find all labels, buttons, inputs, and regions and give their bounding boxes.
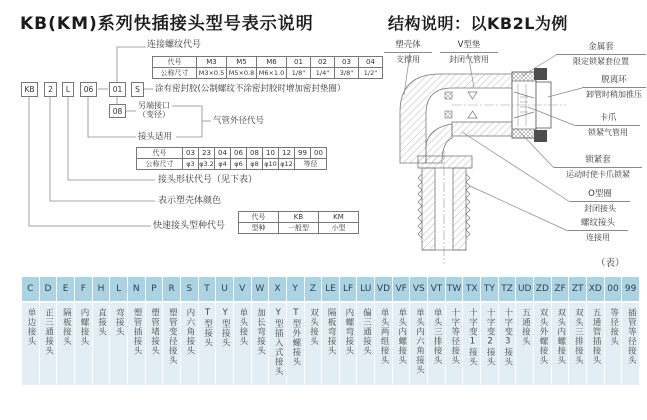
shape-desc: Y型接头 (216, 303, 233, 385)
shape-code: V (234, 277, 251, 301)
label-tube-od: 气管外径代号 (213, 116, 265, 126)
code-box-tube-od: 06 (80, 82, 97, 97)
shape-desc: 塑管插接头 (128, 303, 145, 385)
shape-code: TY (481, 277, 498, 301)
shape-code: U (216, 277, 233, 301)
shape-table-column (216, 277, 233, 385)
shape-table-column (305, 277, 322, 385)
shape-table-column (357, 277, 374, 385)
shape-desc: 直接头 (93, 303, 110, 385)
callout-leader-lines (404, 53, 582, 231)
shape-table-column (393, 277, 410, 385)
label-shell-color: 表示塑壳体颜色 (158, 196, 222, 206)
shape-code: XD (587, 277, 604, 301)
thread-code-table: 代号 M3 M5 M6 01 02 03 04 公称尺寸 M3×0.5 M5×0.8 M6×1.0 1/8" 1/4" 3/8" 1/2" (152, 56, 383, 79)
shape-code: VD (375, 277, 392, 301)
callout-v-ring: V型垫 封闭气管用 (440, 40, 498, 65)
label-shape-code: 接头形状代号（见下表） (158, 175, 258, 185)
tube-od-table: 代号 03 23 04 06 08 10 12 99 00 公称尺寸 φ3 φ3.2 φ4 φ6 φ8 φ10 φ12 等径 (136, 147, 327, 170)
shape-desc: 隔板弯接头 (322, 303, 339, 385)
shape-desc: 单头内六角接头 (410, 303, 427, 385)
shape-table-column (269, 277, 286, 385)
shape-code: R (163, 277, 180, 301)
page-title-model: KB(KM)系列快插接头型号表示说明 (20, 14, 314, 34)
shape-table-column (587, 277, 604, 385)
shape-desc: Y型插入式接头 (269, 303, 286, 385)
shape-desc: 单头接头 (234, 303, 251, 385)
shape-code: C (22, 277, 39, 301)
shape-code: LF (340, 277, 357, 301)
label-sealant-note: 涂有密封胶(公制螺纹不涂密封胶时增加密封垫圈） (155, 84, 346, 94)
shape-code: ZT (569, 277, 586, 301)
shape-table-column (481, 277, 498, 385)
shape-code: H (93, 277, 110, 301)
shape-desc: 五通接头 (516, 303, 533, 385)
shape-code: TZ (499, 277, 516, 301)
shape-table-column (622, 277, 639, 385)
shape-code: W (252, 277, 269, 301)
shape-code: D (40, 277, 57, 301)
shape-desc: 十字变1接头 (463, 303, 480, 385)
shape-desc: 十字变3接头 (499, 303, 516, 385)
shape-code: P (146, 277, 163, 301)
shape-code: F (75, 277, 92, 301)
code-box-series: KB (21, 82, 38, 97)
shape-table-column (605, 277, 622, 385)
shape-code: VS (410, 277, 427, 301)
shape-desc: 内螺弯接头 (340, 303, 357, 385)
shape-table-column (252, 277, 269, 385)
callout-plastic-body: 塑壳体 支撑用 (384, 40, 432, 65)
shape-table-column (516, 277, 533, 385)
shape-table-column (322, 277, 339, 385)
code-box-shape: L (62, 82, 74, 97)
shape-code: 99 (622, 277, 639, 301)
shape-code: TX (463, 277, 480, 301)
shape-code: ZD (534, 277, 551, 301)
shape-table-column (499, 277, 516, 385)
shape-desc: 双头外螺接头 (534, 303, 551, 385)
shape-desc: 内螺接头 (75, 303, 92, 385)
shape-table-column (110, 277, 127, 385)
shape-table-column (57, 277, 74, 385)
shape-desc: 单头内螺接头 (393, 303, 410, 385)
shape-desc: 塑管变径接头 (163, 303, 180, 385)
shape-table-column (287, 277, 304, 385)
shape-code: Z (305, 277, 322, 301)
shape-table-column (40, 277, 57, 385)
shape-desc: 等径接头 (605, 303, 622, 385)
shape-desc: 弯接头 (110, 303, 127, 385)
shape-code: VF (393, 277, 410, 301)
shape-code: TW (446, 277, 463, 301)
code-box-color: 2 (44, 82, 57, 97)
table-note: （表） (596, 258, 625, 269)
callout-collet: 卡爪 锁紧气管用 (576, 113, 640, 138)
shape-table-column (163, 277, 180, 385)
shape-desc: 塑管堵接头 (146, 303, 163, 385)
shape-table-column (22, 277, 39, 385)
shape-table-column (534, 277, 551, 385)
callout-o-ring: O型圈 封闭接头 (570, 189, 630, 214)
shape-table-column (181, 277, 198, 385)
shape-desc: T型接头 (199, 303, 216, 385)
shape-table-column (463, 277, 480, 385)
shape-desc: T型外螺接头 (287, 303, 304, 385)
shape-code: N (128, 277, 145, 301)
label-thread-code: 连接螺纹代号 (147, 40, 202, 50)
shape-desc: 内六角接头 (181, 303, 198, 385)
shape-table-column (446, 277, 463, 385)
shape-code: VT (428, 277, 445, 301)
elbow-fitting-drawing (400, 68, 566, 264)
shape-code: ZF (552, 277, 569, 301)
callout-threaded-stem: 螺纹接头 连接用 (568, 218, 628, 243)
shape-code-table (22, 277, 639, 385)
shape-code: S (181, 277, 198, 301)
label-other-end-1: 另端接口 (138, 101, 170, 110)
shape-table-column (75, 277, 92, 385)
callout-lock-sleeve: 锁紧套 运动时使卡爪锁紧 (554, 155, 642, 180)
shape-table-column (552, 277, 569, 385)
shape-table-column (340, 277, 357, 385)
shape-desc: 隔板接头 (57, 303, 74, 385)
shape-desc: 正三通接头 (40, 303, 57, 385)
shape-code: Y (287, 277, 304, 301)
shape-table-column (569, 277, 586, 385)
shape-code: LU (357, 277, 374, 301)
shape-desc: 十字等径接头 (446, 303, 463, 385)
code-box-other-end: 08 (109, 104, 126, 118)
shape-code: LE (322, 277, 339, 301)
shape-code: X (269, 277, 286, 301)
shape-table-column (234, 277, 251, 385)
code-box-thread: 01 (109, 82, 126, 97)
shape-desc: 单头三排接头 (428, 303, 445, 385)
shape-desc: 单头两组接头 (375, 303, 392, 385)
shape-desc: 双头内螺接头 (552, 303, 569, 385)
shape-table-column (428, 277, 445, 385)
shape-code: 00 (605, 277, 622, 301)
shape-desc: 单边接头 (22, 303, 39, 385)
shape-table-column (146, 277, 163, 385)
label-series-code: 快速接头型种代号 (153, 221, 226, 231)
shape-desc: 双头接头 (305, 303, 322, 385)
shape-table-column (199, 277, 216, 385)
shape-table-column (410, 277, 427, 385)
shape-desc: 偏三通接头 (357, 303, 374, 385)
shape-code: T (199, 277, 216, 301)
series-type-table: 代号 KB KM 型种 一般型 小型 (238, 211, 359, 234)
callout-metal-sleeve: 金属套 限定锁紧套位置 (556, 42, 646, 67)
label-fitting-use: 接头适用 (138, 132, 173, 142)
shape-table-column (128, 277, 145, 385)
shape-table-column (375, 277, 392, 385)
page-title-structure: 结构说明：以KB2L为例 (388, 14, 568, 33)
shape-desc: 双头三排接头 (569, 303, 586, 385)
callout-release-ring: 脱离环 卸管时稍加推压 (582, 75, 646, 100)
shape-code: E (57, 277, 74, 301)
code-box-sealant: S (131, 82, 144, 97)
shape-table-column (93, 277, 110, 385)
label-other-end-2: （变径） (138, 110, 170, 119)
shape-code: L (110, 277, 127, 301)
shape-desc: 五通管插接头 (587, 303, 604, 385)
shape-desc: 十字变2接头 (481, 303, 498, 385)
shape-desc: 加长弯接头 (252, 303, 269, 385)
shape-code: UD (516, 277, 533, 301)
shape-desc: 插管等径接头 (622, 303, 639, 385)
